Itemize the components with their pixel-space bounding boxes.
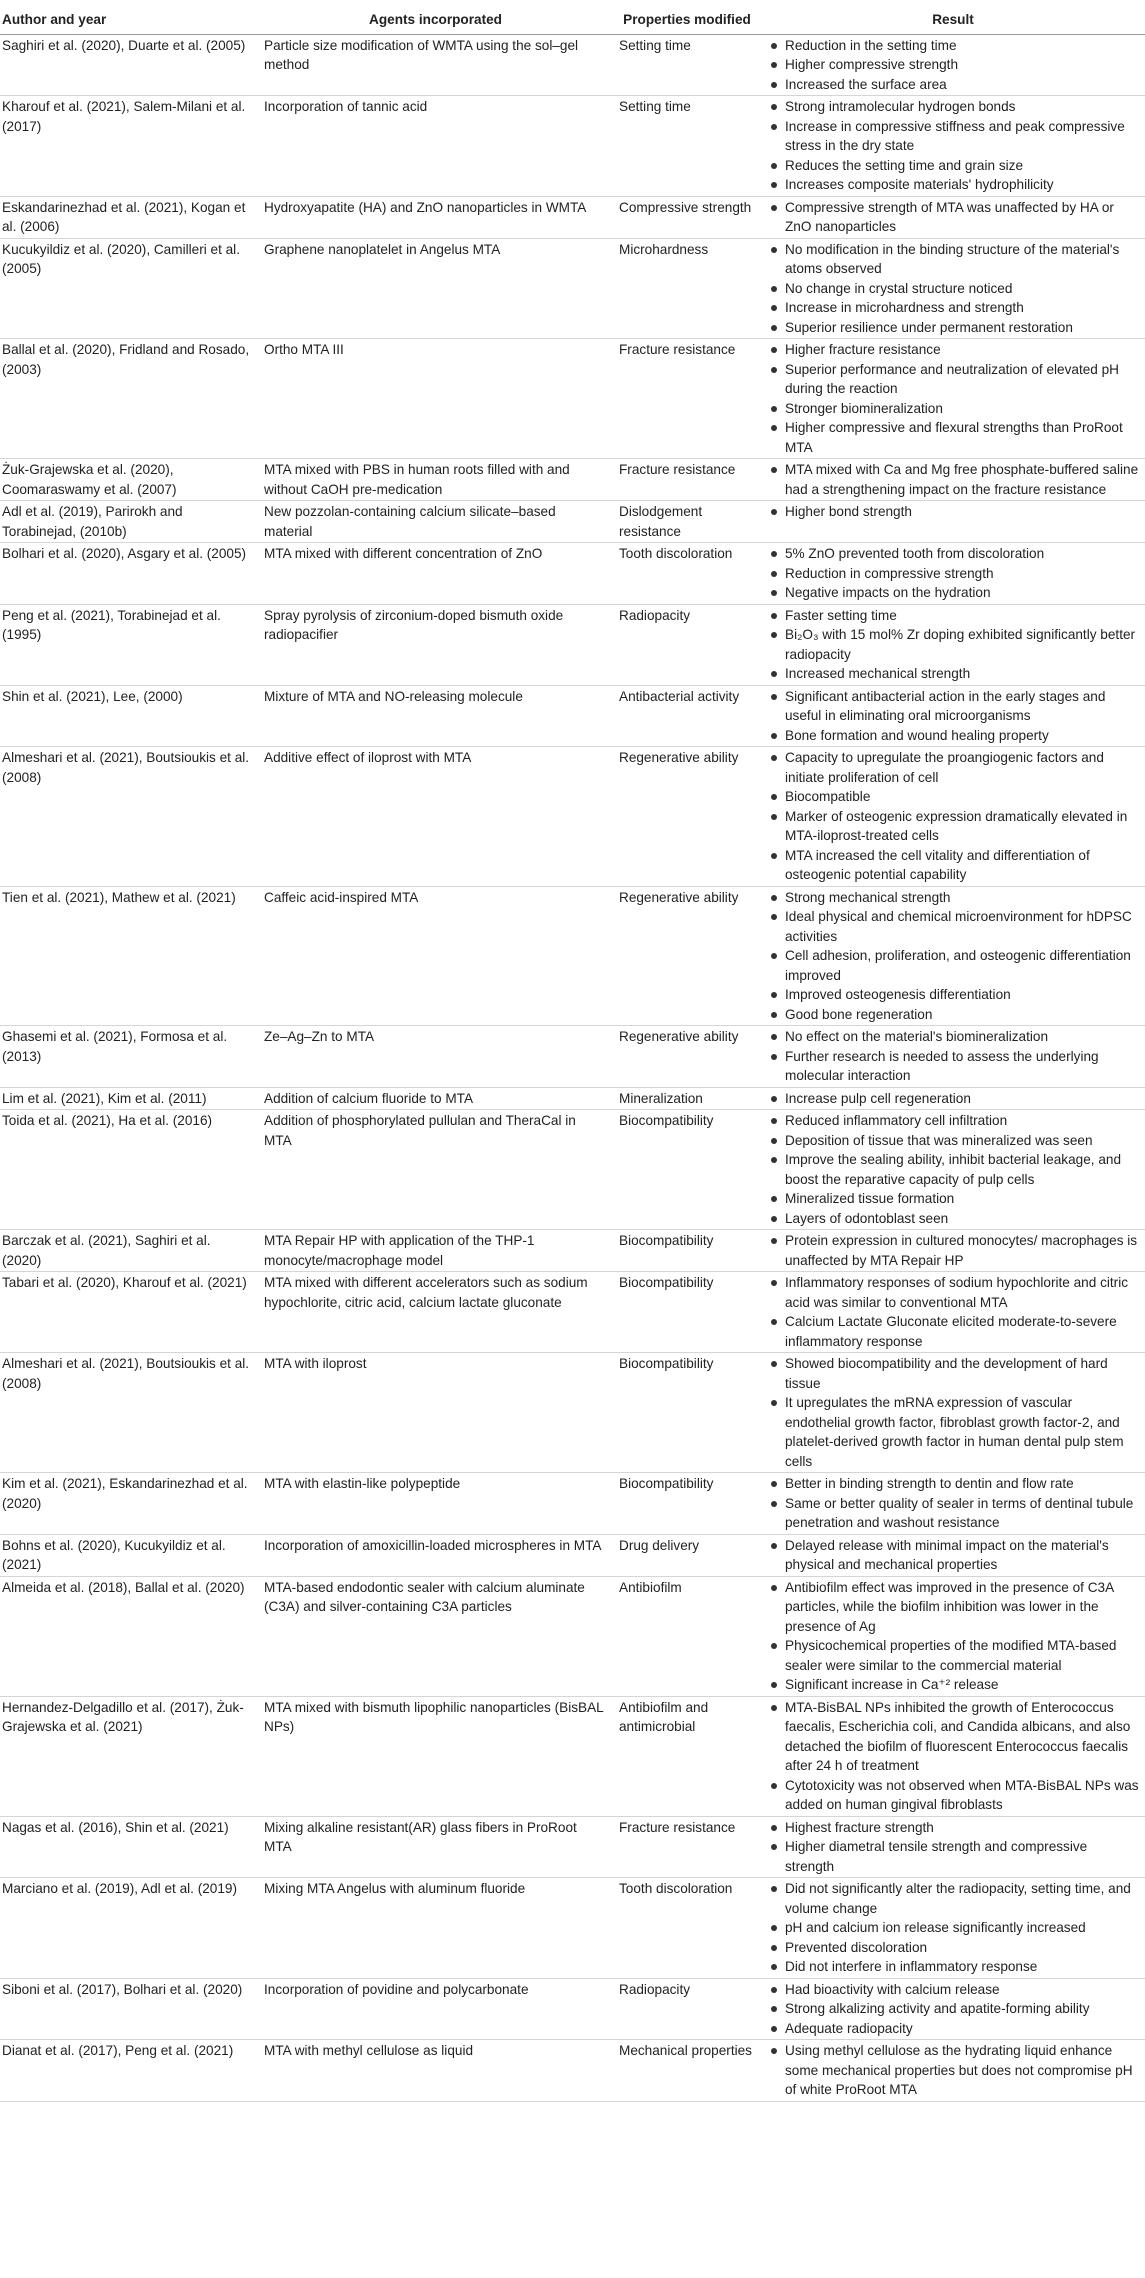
result-list (767, 606, 1139, 684)
property-cell: Tooth discoloration (613, 543, 761, 605)
result-item: Negative impacts on the hydration (767, 583, 1139, 603)
author-cell: Dianat et al. (2017), Peng et al. (2021) (0, 2040, 258, 2102)
agents-cell: MTA mixed with PBS in human roots filled with and without CaOH pre-medication (258, 459, 613, 501)
result-item: Capacity to upregulate the proangiogenic factors and initiate proliferation of cell (767, 748, 1139, 787)
agents-cell: MTA-based endodontic sealer with calcium aluminate (C3A) and silver-containing C3A particles (258, 1576, 613, 1696)
table-row (0, 1473, 1145, 1535)
result-item: Protein expression in cultured monocytes/ macrophages is unaffected by MTA Repair HP (767, 1231, 1139, 1270)
result-item: Increased mechanical strength (767, 664, 1139, 684)
result-cell (761, 339, 1145, 459)
result-cell (761, 238, 1145, 339)
result-item: Had bioactivity with calcium release (767, 1980, 1139, 2000)
result-item: Higher diametral tensile strength and compressive strength (767, 1837, 1139, 1876)
table-body (0, 34, 1145, 2101)
result-item: Faster setting time (767, 606, 1139, 626)
result-list (767, 340, 1139, 457)
result-item: Significant antibacterial action in the early stages and useful in eliminating oral microorganisms (767, 687, 1139, 726)
author-cell: Bohns et al. (2020), Kucukyildiz et al. (2021) (0, 1534, 258, 1576)
agents-cell: Incorporation of amoxicillin-loaded microspheres in MTA (258, 1534, 613, 1576)
author-cell: Saghiri et al. (2020), Duarte et al. (2005) (0, 34, 258, 96)
result-cell (761, 1816, 1145, 1878)
result-cell (761, 501, 1145, 543)
agents-cell: Incorporation of povidine and polycarbonate (258, 1978, 613, 2040)
author-cell: Kucukyildiz et al. (2020), Camilleri et al. (2005) (0, 238, 258, 339)
property-cell: Compressive strength (613, 196, 761, 238)
header-result: Result (761, 0, 1145, 34)
result-list (767, 1578, 1139, 1695)
result-item: Increases composite materials' hydrophilicity (767, 175, 1139, 195)
result-cell (761, 34, 1145, 96)
result-item: Superior performance and neutralization of elevated pH during the reaction (767, 360, 1139, 399)
result-item: Delayed release with minimal impact on the material's physical and mechanical properties (767, 1536, 1139, 1575)
header-author: Author and year (0, 0, 258, 34)
result-item: 5% ZnO prevented tooth from discoloration (767, 544, 1139, 564)
table-row (0, 1696, 1145, 1816)
agents-cell: Caffeic acid-inspired MTA (258, 886, 613, 1026)
result-item: Higher compressive strength (767, 55, 1139, 75)
result-list (767, 748, 1139, 885)
agents-cell: Mixing alkaline resistant(AR) glass fibers in ProRoot MTA (258, 1816, 613, 1878)
result-item: Cell adhesion, proliferation, and osteogenic differentiation improved (767, 946, 1139, 985)
agents-cell: MTA mixed with different concentration of ZnO (258, 543, 613, 605)
result-cell (761, 96, 1145, 197)
result-item: Strong intramolecular hydrogen bonds (767, 97, 1139, 117)
agents-cell: Addition of calcium fluoride to MTA (258, 1087, 613, 1110)
table-row (0, 1110, 1145, 1230)
result-list (767, 1879, 1139, 1977)
result-item: Good bone regeneration (767, 1005, 1139, 1025)
result-item: Reduction in compressive strength (767, 564, 1139, 584)
agents-cell: Particle size modification of WMTA using the sol–gel method (258, 34, 613, 96)
agents-cell: MTA with elastin-like polypeptide (258, 1473, 613, 1535)
result-item: Inflammatory responses of sodium hypochlorite and citric acid was similar to conventional MTA (767, 1273, 1139, 1312)
result-item: Better in binding strength to dentin and flow rate (767, 1474, 1139, 1494)
property-cell: Fracture resistance (613, 459, 761, 501)
result-list (767, 1273, 1139, 1351)
author-cell: Tabari et al. (2020), Kharouf et al. (2021) (0, 1272, 258, 1353)
table-row (0, 1353, 1145, 1473)
property-cell: Fracture resistance (613, 1816, 761, 1878)
result-item: Significant increase in Ca⁺² release (767, 1675, 1139, 1695)
result-item: Bi₂O₃ with 15 mol% Zr doping exhibited significantly better radiopacity (767, 625, 1139, 664)
agents-cell: Graphene nanoplatelet in Angelus MTA (258, 238, 613, 339)
result-item: It upregulates the mRNA expression of vascular endothelial growth factor, fibroblast growth factor-2, and platelet-derived growth factor in human dental pulp stem cells (767, 1393, 1139, 1471)
result-list (767, 198, 1139, 237)
table-row (0, 196, 1145, 238)
property-cell: Biocompatibility (613, 1230, 761, 1272)
result-list (767, 1111, 1139, 1228)
table-row (0, 2040, 1145, 2102)
result-item: Strong mechanical strength (767, 888, 1139, 908)
result-list (767, 1698, 1139, 1815)
result-item: Superior resilience under permanent restoration (767, 318, 1139, 338)
property-cell: Biocompatibility (613, 1473, 761, 1535)
agents-cell: New pozzolan-containing calcium silicate–based material (258, 501, 613, 543)
table-row (0, 1272, 1145, 1353)
result-cell (761, 1878, 1145, 1979)
result-item: Improved osteogenesis differentiation (767, 985, 1139, 1005)
property-cell: Antibacterial activity (613, 685, 761, 747)
author-cell: Shin et al. (2021), Lee, (2000) (0, 685, 258, 747)
result-cell (761, 747, 1145, 887)
property-cell: Antibiofilm and antimicrobial (613, 1696, 761, 1816)
result-item: Bone formation and wound healing property (767, 726, 1139, 746)
agents-cell: Spray pyrolysis of zirconium-doped bismuth oxide radiopacifier (258, 604, 613, 685)
table-row (0, 1878, 1145, 1979)
table-row (0, 886, 1145, 1026)
agents-cell: MTA Repair HP with application of the THP-1 monocyte/macrophage model (258, 1230, 613, 1272)
author-cell: Peng et al. (2021), Torabinejad et al. (1995) (0, 604, 258, 685)
result-list (767, 2041, 1139, 2100)
author-cell: Eskandarinezhad et al. (2021), Kogan et al. (2006) (0, 196, 258, 238)
result-item: Layers of odontoblast seen (767, 1209, 1139, 1229)
author-cell: Żuk-Grajewska et al. (2020), Coomaraswamy et al. (2007) (0, 459, 258, 501)
result-item: Compressive strength of MTA was unaffected by HA or ZnO nanoparticles (767, 198, 1139, 237)
result-cell (761, 196, 1145, 238)
table-header (0, 0, 1145, 34)
result-item: Increase in microhardness and strength (767, 298, 1139, 318)
author-cell: Ghasemi et al. (2021), Formosa et al. (2013) (0, 1026, 258, 1088)
table-row (0, 747, 1145, 887)
agents-cell: Ze–Ag–Zn to MTA (258, 1026, 613, 1088)
author-cell: Bolhari et al. (2020), Asgary et al. (2005) (0, 543, 258, 605)
result-cell (761, 886, 1145, 1026)
result-item: Using methyl cellulose as the hydrating liquid enhance some mechanical properties but does not compromise pH of white ProRoot MTA (767, 2041, 1139, 2100)
author-cell: Barczak et al. (2021), Saghiri et al. (2020) (0, 1230, 258, 1272)
agents-cell: MTA mixed with bismuth lipophilic nanoparticles (BisBAL NPs) (258, 1696, 613, 1816)
result-cell (761, 685, 1145, 747)
table-row (0, 1816, 1145, 1878)
result-item: MTA-BisBAL NPs inhibited the growth of Enterococcus faecalis, Escherichia coli, and Candida albicans, and also detached the biofilm of fluorescent Enterococcus faecalis after 24 h of treatment (767, 1698, 1139, 1776)
result-list (767, 97, 1139, 195)
result-list (767, 1818, 1139, 1877)
author-cell: Almeida et al. (2018), Ballal et al. (2020) (0, 1576, 258, 1696)
result-cell (761, 1534, 1145, 1576)
table-row (0, 1230, 1145, 1272)
result-item: Ideal physical and chemical microenvironment for hDPSC activities (767, 907, 1139, 946)
table-row (0, 685, 1145, 747)
result-item: Did not significantly alter the radiopacity, setting time, and volume change (767, 1879, 1139, 1918)
result-item: MTA increased the cell vitality and differentiation of osteogenic potential capability (767, 846, 1139, 885)
result-item: Showed biocompatibility and the development of hard tissue (767, 1354, 1139, 1393)
result-item: Physicochemical properties of the modified MTA-based sealer were similar to the commercial material (767, 1636, 1139, 1675)
author-cell: Hernandez-Delgadillo et al. (2017), Żuk-Grajewska et al. (2021) (0, 1696, 258, 1816)
property-cell: Setting time (613, 34, 761, 96)
result-cell (761, 1230, 1145, 1272)
table-row (0, 604, 1145, 685)
result-item: Biocompatible (767, 787, 1139, 807)
result-item: Higher compressive and flexural strengths than ProRoot MTA (767, 418, 1139, 457)
result-item: Mineralized tissue formation (767, 1189, 1139, 1209)
result-list (767, 544, 1139, 603)
property-cell: Radiopacity (613, 604, 761, 685)
author-cell: Siboni et al. (2017), Bolhari et al. (2020) (0, 1978, 258, 2040)
result-cell (761, 1696, 1145, 1816)
property-cell: Radiopacity (613, 1978, 761, 2040)
result-item: Prevented discoloration (767, 1938, 1139, 1958)
agents-cell: MTA with methyl cellulose as liquid (258, 2040, 613, 2102)
table-row (0, 1026, 1145, 1088)
result-cell (761, 1576, 1145, 1696)
table-row (0, 459, 1145, 501)
agents-cell: MTA mixed with different accelerators such as sodium hypochlorite, citric acid, calcium lactate gluconate (258, 1272, 613, 1353)
property-cell: Tooth discoloration (613, 1878, 761, 1979)
author-cell: Adl et al. (2019), Parirokh and Torabinejad, (2010b) (0, 501, 258, 543)
result-cell (761, 1087, 1145, 1110)
result-item: Same or better quality of sealer in terms of dentinal tubule penetration and washout resistance (767, 1494, 1139, 1533)
table-row (0, 501, 1145, 543)
table-row (0, 1534, 1145, 1576)
author-cell: Toida et al. (2021), Ha et al. (2016) (0, 1110, 258, 1230)
result-list (767, 36, 1139, 95)
table-row (0, 96, 1145, 197)
agents-cell: Mixing MTA Angelus with aluminum fluoride (258, 1878, 613, 1979)
result-item: Antibiofilm effect was improved in the presence of C3A particles, while the biofilm inhibition was lower in the presence of Ag (767, 1578, 1139, 1637)
header-row (0, 0, 1145, 34)
result-item: Strong alkalizing activity and apatite-forming ability (767, 1999, 1139, 2019)
author-cell: Ballal et al. (2020), Fridland and Rosado, (2003) (0, 339, 258, 459)
result-list (767, 240, 1139, 338)
result-item: Stronger biomineralization (767, 399, 1139, 419)
result-cell (761, 604, 1145, 685)
result-item: Increased the surface area (767, 75, 1139, 95)
table-row (0, 34, 1145, 96)
property-cell: Setting time (613, 96, 761, 197)
agents-cell: MTA with iloprost (258, 1353, 613, 1473)
table-row (0, 1576, 1145, 1696)
result-item: Calcium Lactate Gluconate elicited moderate-to-severe inflammatory response (767, 1312, 1139, 1351)
author-cell: Almeshari et al. (2021), Boutsioukis et al. (2008) (0, 747, 258, 887)
result-list (767, 1027, 1139, 1086)
result-cell (761, 1353, 1145, 1473)
result-item: Higher bond strength (767, 502, 1139, 522)
result-cell (761, 2040, 1145, 2102)
property-cell: Fracture resistance (613, 339, 761, 459)
property-cell: Biocompatibility (613, 1272, 761, 1353)
agents-cell: Additive effect of iloprost with MTA (258, 747, 613, 887)
agents-cell: Hydroxyapatite (HA) and ZnO nanoparticles in WMTA (258, 196, 613, 238)
property-cell: Dislodgement resistance (613, 501, 761, 543)
result-item: Deposition of tissue that was mineralized was seen (767, 1131, 1139, 1151)
author-cell: Nagas et al. (2016), Shin et al. (2021) (0, 1816, 258, 1878)
result-cell (761, 459, 1145, 501)
result-item: Reduced inflammatory cell infiltration (767, 1111, 1139, 1131)
property-cell: Regenerative ability (613, 886, 761, 1026)
result-item: Higher fracture resistance (767, 340, 1139, 360)
table-row (0, 1978, 1145, 2040)
result-list (767, 1354, 1139, 1471)
result-item: Marker of osteogenic expression dramatically elevated in MTA-iloprost-treated cells (767, 807, 1139, 846)
result-list (767, 1980, 1139, 2039)
author-cell: Kim et al. (2021), Eskandarinezhad et al. (2020) (0, 1473, 258, 1535)
property-cell: Regenerative ability (613, 1026, 761, 1088)
result-cell (761, 1272, 1145, 1353)
result-list (767, 502, 1139, 522)
author-cell: Tien et al. (2021), Mathew et al. (2021) (0, 886, 258, 1026)
table-row (0, 238, 1145, 339)
result-item: Reduces the setting time and grain size (767, 156, 1139, 176)
header-properties: Properties modified (613, 0, 761, 34)
table-row (0, 339, 1145, 459)
result-list (767, 460, 1139, 499)
result-item: Further research is needed to assess the underlying molecular interaction (767, 1047, 1139, 1086)
property-cell: Biocompatibility (613, 1353, 761, 1473)
agents-cell: Addition of phosphorylated pullulan and TheraCal in MTA (258, 1110, 613, 1230)
result-list (767, 1089, 1139, 1109)
result-item: Improve the sealing ability, inhibit bacterial leakage, and boost the reparative capacity of pulp cells (767, 1150, 1139, 1189)
author-cell: Almeshari et al. (2021), Boutsioukis et al. (2008) (0, 1353, 258, 1473)
result-cell (761, 1473, 1145, 1535)
agents-cell: Ortho MTA III (258, 339, 613, 459)
header-agents: Agents incorporated (258, 0, 613, 34)
result-item: Adequate radiopacity (767, 2019, 1139, 2039)
author-cell: Lim et al. (2021), Kim et al. (2011) (0, 1087, 258, 1110)
result-item: No effect on the material's biomineralization (767, 1027, 1139, 1047)
result-item: Reduction in the setting time (767, 36, 1139, 56)
result-item: Increase in compressive stiffness and peak compressive stress in the dry state (767, 117, 1139, 156)
table-row (0, 543, 1145, 605)
property-cell: Mineralization (613, 1087, 761, 1110)
result-item: Highest fracture strength (767, 1818, 1139, 1838)
result-item: pH and calcium ion release significantly increased (767, 1918, 1139, 1938)
property-cell: Regenerative ability (613, 747, 761, 887)
result-list (767, 1536, 1139, 1575)
property-cell: Mechanical properties (613, 2040, 761, 2102)
result-list (767, 888, 1139, 1025)
property-cell: Antibiofilm (613, 1576, 761, 1696)
result-item: No modification in the binding structure of the material's atoms observed (767, 240, 1139, 279)
result-item: MTA mixed with Ca and Mg free phosphate-buffered saline had a strengthening impact on the fracture resistance (767, 460, 1139, 499)
result-list (767, 1231, 1139, 1270)
result-list (767, 1474, 1139, 1533)
result-cell (761, 1026, 1145, 1088)
result-cell (761, 543, 1145, 605)
result-item: Did not interfere in inflammatory response (767, 1957, 1139, 1977)
agents-cell: Mixture of MTA and NO-releasing molecule (258, 685, 613, 747)
author-cell: Kharouf et al. (2021), Salem-Milani et al. (2017) (0, 96, 258, 197)
result-cell (761, 1110, 1145, 1230)
property-cell: Biocompatibility (613, 1110, 761, 1230)
property-cell: Drug delivery (613, 1534, 761, 1576)
result-item: No change in crystal structure noticed (767, 279, 1139, 299)
agents-cell: Incorporation of tannic acid (258, 96, 613, 197)
property-cell: Microhardness (613, 238, 761, 339)
result-item: Increase pulp cell regeneration (767, 1089, 1139, 1109)
result-item: Cytotoxicity was not observed when MTA-BisBAL NPs was added on human gingival fibroblasts (767, 1776, 1139, 1815)
result-cell (761, 1978, 1145, 2040)
author-cell: Marciano et al. (2019), Adl et al. (2019) (0, 1878, 258, 1979)
table-row (0, 1087, 1145, 1110)
result-list (767, 687, 1139, 746)
